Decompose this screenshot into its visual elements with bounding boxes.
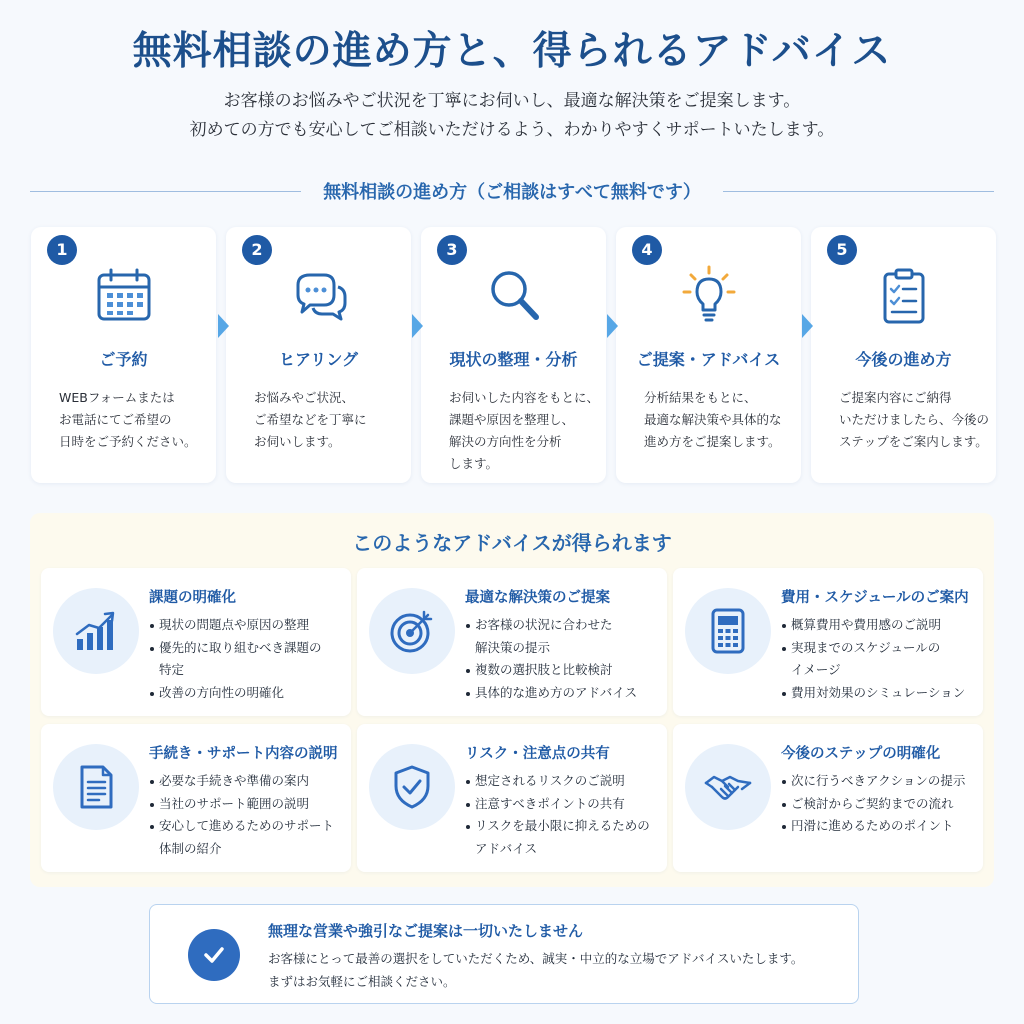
step-card-analysis xyxy=(421,227,606,483)
no-pushy-sales-note xyxy=(149,904,859,1004)
document-icon xyxy=(72,763,120,811)
list-item: 必要な手続きや準備の案内 xyxy=(149,770,349,793)
clipboard-checklist-icon xyxy=(873,265,935,327)
step-card-proposal xyxy=(616,227,801,483)
advice-heading: このようなアドバイスが得られます xyxy=(352,531,672,555)
list-item: 概算費用や費用感のご説明 xyxy=(781,614,981,637)
advice-card-title: リスク・注意点の共有 xyxy=(465,746,610,762)
step-title: 現状の整理・分析 xyxy=(449,350,578,369)
heading-divider-right xyxy=(723,191,994,192)
advice-card-issue-clarification xyxy=(41,568,351,716)
advice-card-list xyxy=(781,770,981,838)
target-icon xyxy=(388,607,436,655)
list-item: 注意すべきポイントの共有 xyxy=(465,793,665,816)
step-card-reservation xyxy=(31,227,216,483)
advice-card-risk-sharing xyxy=(357,724,667,872)
advice-card-title: 最適な解決策のご提案 xyxy=(465,590,610,606)
step-arrow-icon xyxy=(412,314,423,338)
list-item: 現状の問題点や原因の整理 xyxy=(149,614,349,637)
step-description: お伺いした内容をもとに、 課題や原因を整理し、 解決の方向性を分析 します。 xyxy=(449,390,600,471)
advice-card-title: 費用・スケジュールのご案内 xyxy=(781,590,969,606)
steps-row xyxy=(31,227,995,483)
step-title: ご提案・アドバイス xyxy=(636,350,781,369)
advice-card-next-steps xyxy=(673,724,983,872)
advice-card-list xyxy=(149,614,349,704)
step-card-hearing xyxy=(226,227,411,483)
list-item: ご検討からご契約までの流れ xyxy=(781,793,981,816)
step-title: ご予約 xyxy=(99,350,148,369)
list-item: お客様の状況に合わせた 解決策の提示 xyxy=(465,614,665,659)
calendar-icon xyxy=(93,265,155,327)
step-arrow-icon xyxy=(607,314,618,338)
steps-heading-text: 無料相談の進め方（ご相談はすべて無料です） xyxy=(323,182,701,203)
advice-card-best-solution xyxy=(357,568,667,716)
check-circle-icon xyxy=(188,929,240,981)
step-number-badge: 1 xyxy=(47,235,77,265)
list-item: 円滑に進めるためのポイント xyxy=(781,815,981,838)
note-title: 無理な営業や強引なご提案は一切いたしません xyxy=(268,922,584,940)
step-card-next-steps xyxy=(811,227,996,483)
advice-card-list xyxy=(465,614,665,704)
advice-card-title: 今後のステップの明確化 xyxy=(781,746,941,762)
lead-text-line-2: 初めての方でも安心してご相談いただけるよう、わかりやすくサポートいたします。 xyxy=(189,120,835,140)
advice-card-list xyxy=(149,770,349,860)
advice-card-title: 課題の明確化 xyxy=(149,590,236,606)
list-item: 費用対効果のシミュレーション xyxy=(781,682,981,705)
step-title: ヒアリング xyxy=(278,350,359,369)
advice-card-list xyxy=(465,770,665,860)
list-item: 具体的な進め方のアドバイス xyxy=(465,682,665,705)
advice-card-cost-schedule xyxy=(673,568,983,716)
step-number-badge: 2 xyxy=(242,235,272,265)
advice-card-title: 手続き・サポート内容の説明 xyxy=(149,746,338,762)
page-title: 無料相談の進め方と、得られるアドバイス xyxy=(132,29,892,74)
step-description: お悩みやご状況、 ご希望などを丁寧に お伺いします。 xyxy=(254,390,367,449)
step-description: ご提案内容にご納得 いただけましたら、今後の ステップをご案内します。 xyxy=(839,390,990,449)
list-item: 次に行うべきアクションの提示 xyxy=(781,770,981,793)
step-description: WEBフォームまたは お電話にてご希望の 日時をご予約ください。 xyxy=(59,390,197,449)
list-item: リスクを最小限に抑えるための アドバイス xyxy=(465,815,665,860)
shield-check-icon xyxy=(388,763,436,811)
handshake-icon xyxy=(704,763,752,811)
step-description: 分析結果をもとに、 最適な解決策や具体的な 進め方をご提案します。 xyxy=(644,390,782,449)
step-arrow-icon xyxy=(802,314,813,338)
chat-bubbles-icon xyxy=(288,265,350,327)
step-number-badge: 4 xyxy=(632,235,662,265)
step-number-badge: 5 xyxy=(827,235,857,265)
note-text-line-2: まずはお気軽にご相談ください。 xyxy=(268,974,456,989)
step-title: 今後の進め方 xyxy=(855,350,952,369)
magnifier-icon xyxy=(483,265,545,327)
list-item: 想定されるリスクのご説明 xyxy=(465,770,665,793)
step-arrow-icon xyxy=(218,314,229,338)
heading-divider-left xyxy=(30,191,301,192)
calculator-icon xyxy=(704,607,752,655)
growth-chart-icon xyxy=(72,607,120,655)
list-item: 実現までのスケジュールの イメージ xyxy=(781,637,981,682)
lightbulb-icon xyxy=(678,265,740,327)
step-number-badge: 3 xyxy=(437,235,467,265)
advice-card-procedures-support xyxy=(41,724,351,872)
advice-card-list xyxy=(781,614,981,704)
list-item: 改善の方向性の明確化 xyxy=(149,682,349,705)
lead-text-line-1: お客様のお悩みやご状況を丁寧にお伺いし、最適な解決策をご提案します。 xyxy=(223,91,801,111)
list-item: 安心して進めるためのサポート 体制の紹介 xyxy=(149,815,349,860)
steps-section-heading xyxy=(30,177,994,205)
list-item: 優先的に取り組むべき課題の 特定 xyxy=(149,637,349,682)
list-item: 複数の選択肢と比較検討 xyxy=(465,659,665,682)
note-text-line-1: お客様にとって最善の選択をしていただくため、誠実・中立的な立場でアドバイスいたします。 xyxy=(268,951,804,966)
list-item: 当社のサポート範囲の説明 xyxy=(149,793,349,816)
